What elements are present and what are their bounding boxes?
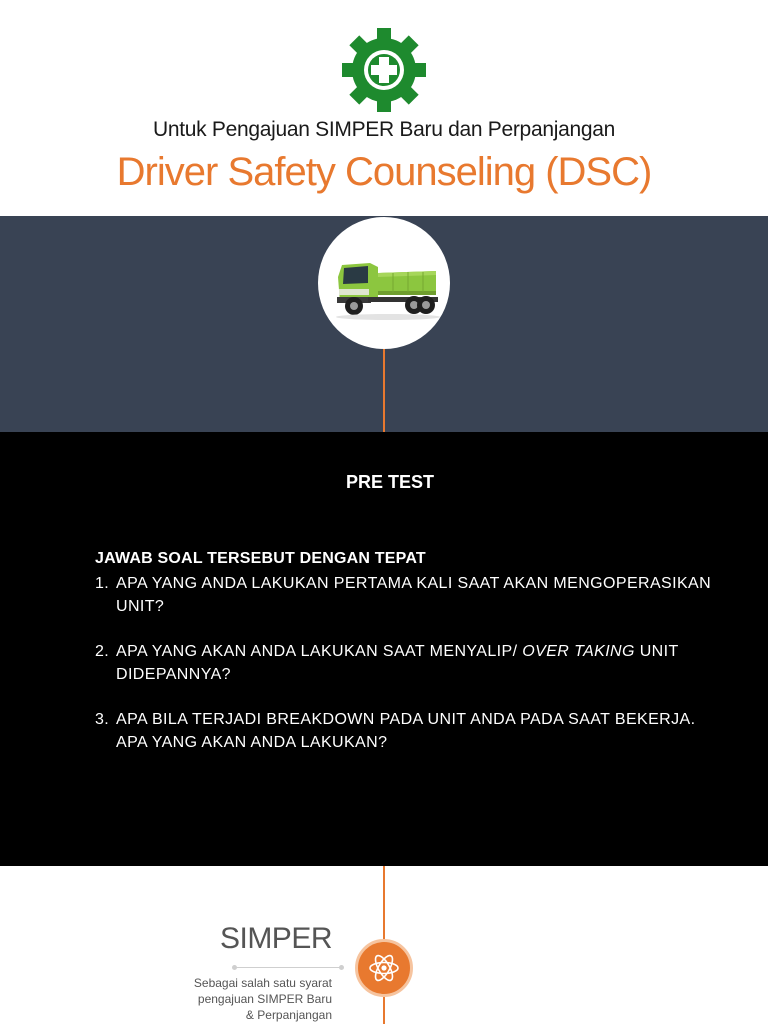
- simper-desc-line: & Perpanjangan: [245, 1008, 332, 1022]
- question-item: [95, 572, 715, 618]
- k3-safety-logo-icon: [342, 28, 426, 112]
- simper-title: SIMPER: [219, 922, 332, 955]
- question-number: 1.: [95, 575, 110, 592]
- green-truck-icon: [318, 217, 450, 349]
- page-subtitle: Untuk Pengajuan SIMPER Baru dan Perpanjangan: [153, 118, 615, 141]
- truck-image: [318, 217, 450, 349]
- question-item: [95, 640, 715, 686]
- question-number: 3.: [95, 711, 110, 728]
- question-text: APA BILA TERJADI BREAKDOWN PADA UNIT ANDA PADA SAAT BEKERJA. APA YANG AKAN ANDA LAKUKAN?: [116, 711, 696, 751]
- page-title: Driver Safety Counseling (DSC): [116, 150, 652, 194]
- simper-timeline-node: [355, 939, 413, 997]
- question-text: [116, 640, 715, 686]
- simper-desc-line: Sebagai salah satu syarat: [193, 976, 332, 990]
- atom-icon: [358, 942, 410, 994]
- question-list: [95, 572, 715, 776]
- question-number: 2.: [95, 643, 110, 660]
- simper-description: [150, 975, 332, 1023]
- question-text-italic: OVER TAKING: [522, 643, 635, 660]
- simper-desc-line: pengajuan SIMPER Baru: [197, 992, 332, 1006]
- question-text-part: UNIT DIDEPANNYA?: [116, 643, 679, 683]
- timeline-line-top: [383, 349, 385, 432]
- pretest-heading: PRE TEST: [345, 472, 434, 492]
- question-text-part: APA YANG AKAN ANDA LAKUKAN SAAT MENYALIP/: [116, 643, 523, 660]
- pretest-instruction: JAWAB SOAL TERSEBUT DENGAN TEPAT: [95, 550, 426, 567]
- question-item: [95, 708, 715, 754]
- simper-divider: [235, 967, 341, 968]
- question-text: APA YANG ANDA LAKUKAN PERTAMA KALI SAAT AKAN MENGOPERASIKAN UNIT?: [116, 575, 712, 615]
- pretest-panel: [0, 432, 768, 866]
